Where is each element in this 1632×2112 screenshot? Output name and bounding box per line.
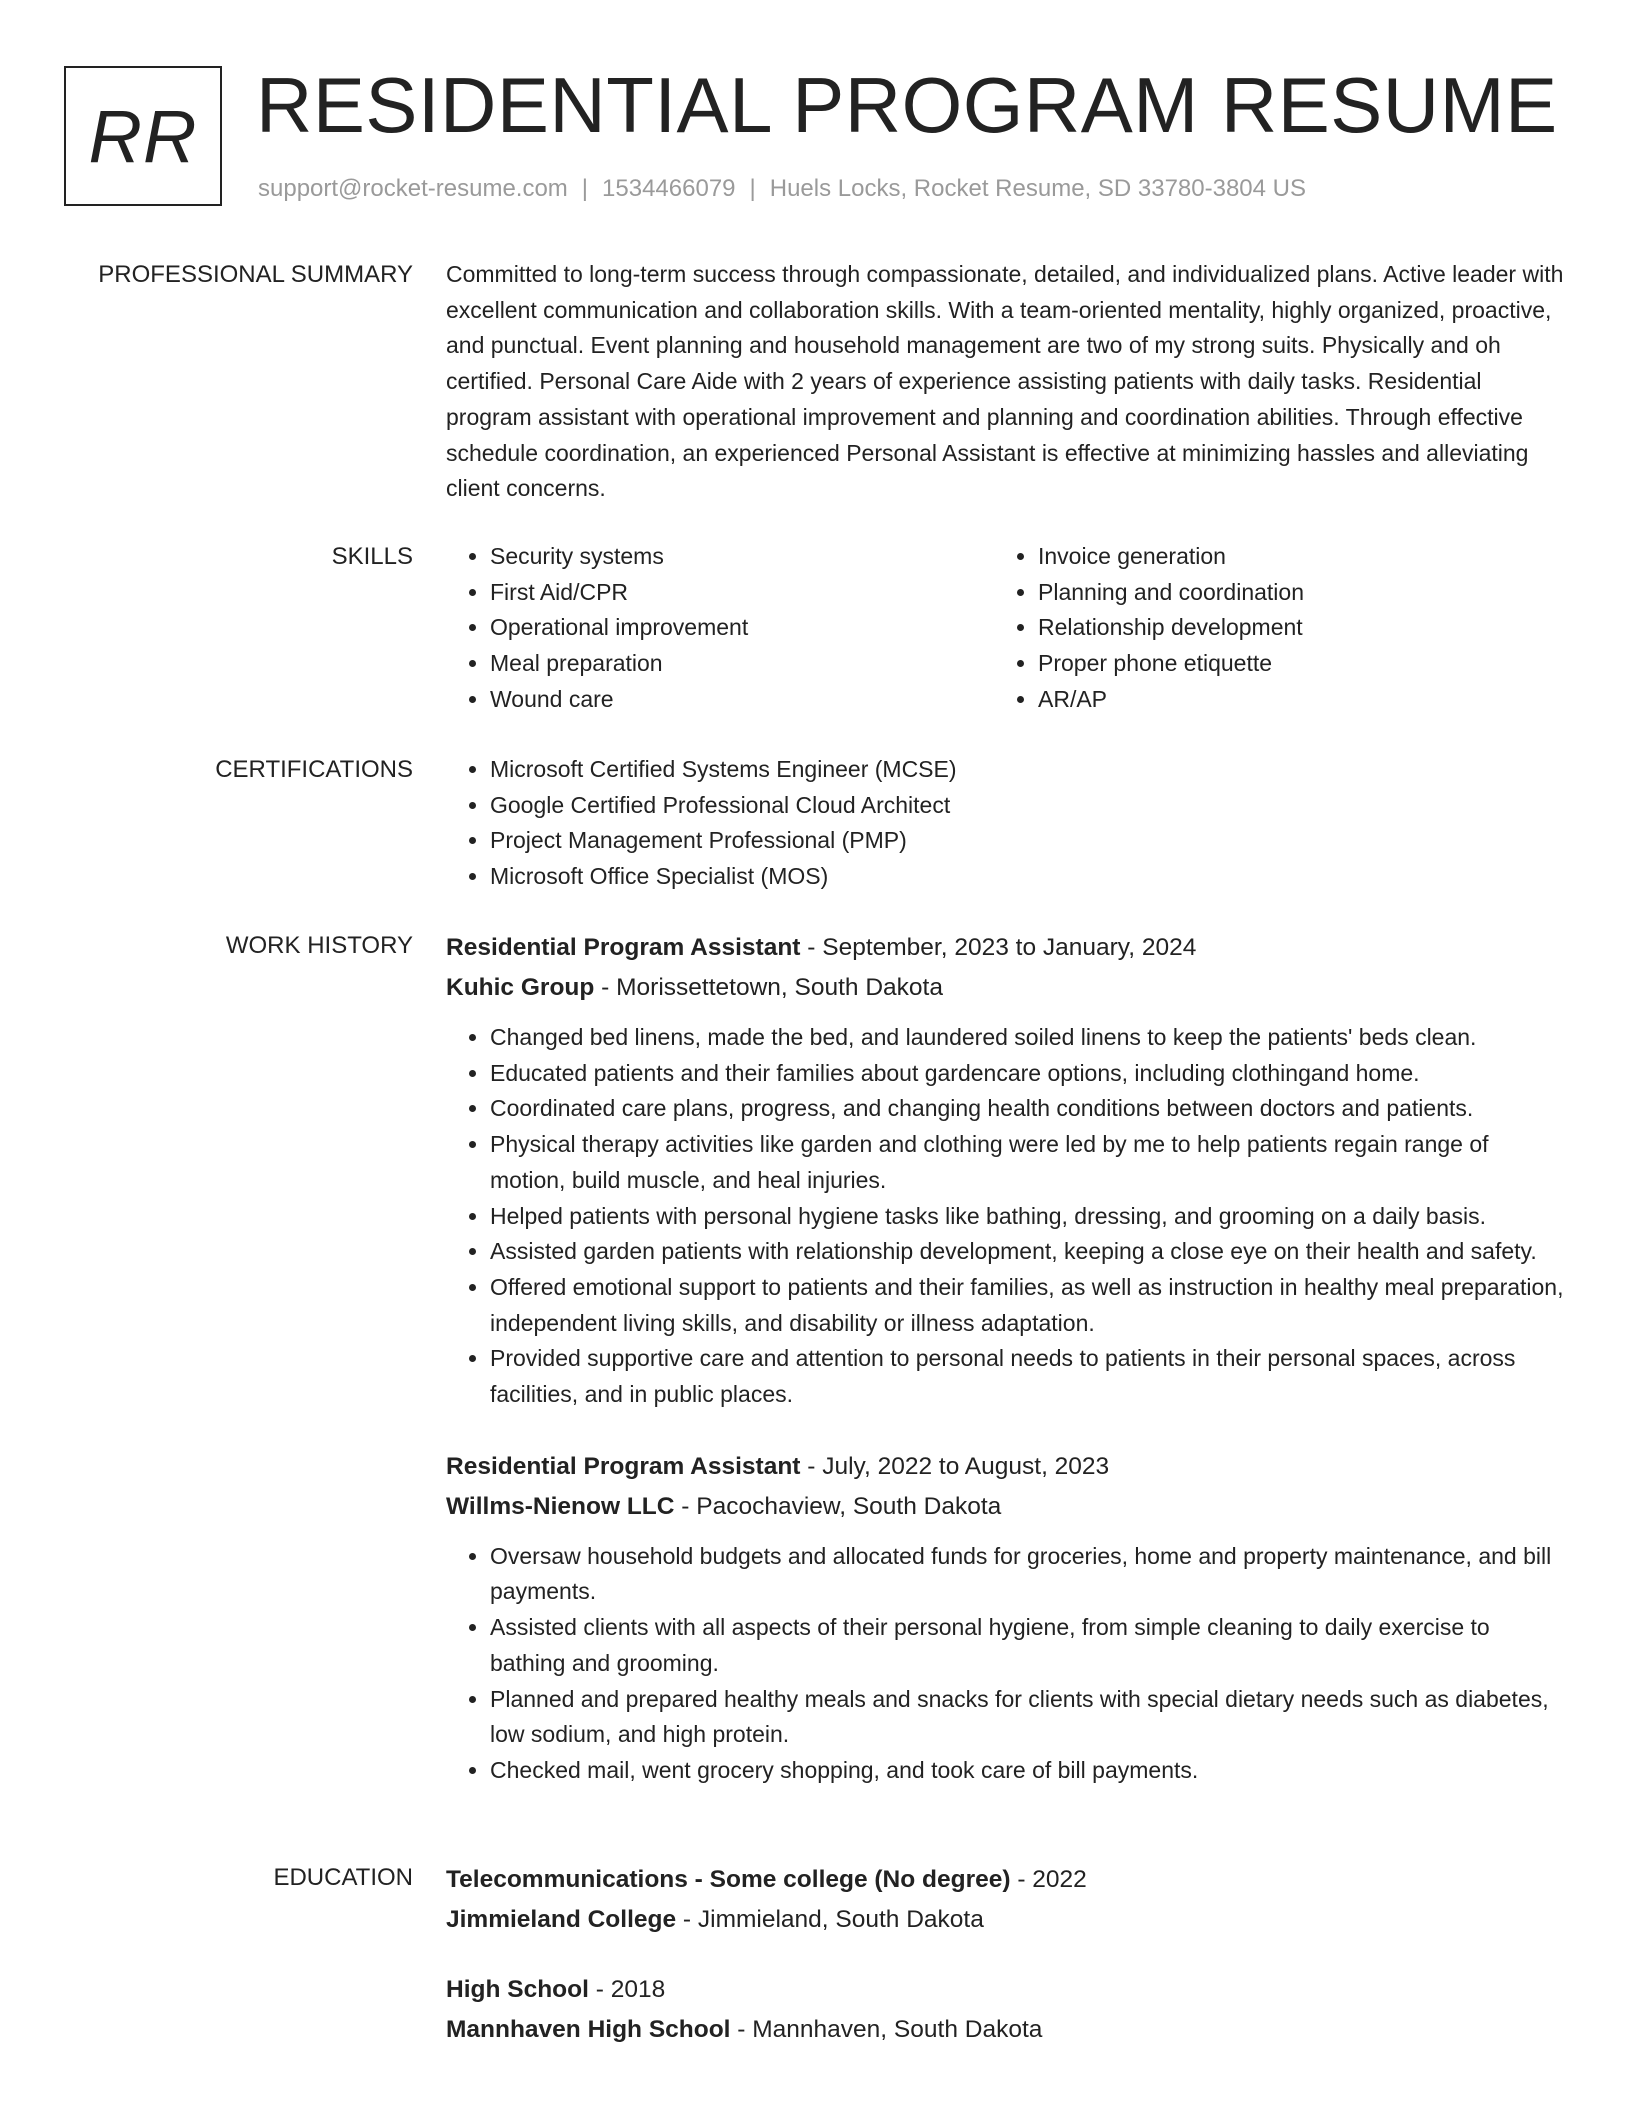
skills-list-left — [446, 539, 748, 718]
job-duty: • Offered emotional support to patients and their families, as well as instruction in healthy meal preparation, independent living skills, and disability or illness adaptation. — [490, 1270, 1566, 1341]
certification-item: • Google Certified Professional Cloud Architect — [490, 788, 1566, 824]
skill-item: • Invoice generation — [1038, 539, 1304, 575]
job-duty: • Coordinated care plans, progress, and changing health conditions between doctors and patients. — [490, 1091, 1566, 1127]
education-school: Jimmieland College — [446, 1906, 677, 1933]
education-degree-line — [446, 1860, 1566, 1900]
job-duty: • Changed bed linens, made the bed, and laundered soiled linens to keep the patients' beds clean. — [490, 1020, 1566, 1056]
contact-address: Huels Locks, Rocket Resume, SD 33780-3804 US — [769, 175, 1307, 202]
job-company-line — [446, 1487, 1566, 1527]
contact-separator: | — [749, 175, 756, 202]
section-label-skills: SKILLS — [331, 543, 413, 570]
summary-text: Committed to long-term success through compassionate, detailed, and individualized plans. Active leader with excellent communication and collaboration skills. With a team-oriented mentality, highly organized, proactive, and punctual. Event planning and household management are two of my strong suits. Physically and oh certified. Personal Care Aide with 2 years of experience assisting patients with daily tasks. Residential program assistant with operational improvement and planning and coordination abilities. Through effective schedule coordination, an experienced Personal Assistant is effective at minimizing hassles and alleviating client concerns. — [446, 261, 1564, 502]
section-label-education: EDUCATION — [273, 1864, 413, 1891]
job-duty: • Educated patients and their families about gardencare options, including clothingand home. — [490, 1056, 1566, 1092]
contact-separator: | — [581, 175, 589, 202]
job-title: Residential Program Assistant — [446, 934, 801, 961]
education-school: Mannhaven High School — [446, 2016, 731, 2043]
education-entry — [446, 1970, 1566, 2050]
education-location: - Mannhaven, South Dakota — [730, 2016, 1043, 2043]
section-label-certifications: CERTIFICATIONS — [215, 756, 413, 783]
skill-item: • Security systems — [490, 539, 748, 575]
education-year: - 2022 — [1010, 1866, 1087, 1893]
skill-item: • Meal preparation — [490, 646, 748, 682]
education-year: - 2018 — [588, 1976, 666, 2003]
job-duties-list — [446, 1020, 1566, 1413]
job-dates: - July, 2022 to August, 2023 — [800, 1452, 1110, 1480]
skill-item: • First Aid/CPR — [490, 575, 748, 611]
certification-item: • Microsoft Certified Systems Engineer (MCSE) — [490, 752, 1566, 788]
job-duty: • Assisted garden patients with relationship development, keeping a close eye on their health and safety. — [490, 1234, 1566, 1270]
job-location: - Pacochaview, South Dakota — [674, 1492, 1002, 1520]
job-entry — [446, 1447, 1566, 1789]
skill-item: • Wound care — [490, 682, 748, 718]
education-entry — [446, 1860, 1566, 1940]
job-dates: - September, 2023 to January, 2024 — [800, 934, 1197, 961]
certifications-list — [446, 752, 1566, 895]
education-school-line — [446, 1900, 1566, 1940]
job-company: Kuhic Group — [446, 974, 595, 1001]
monogram-logo: RR — [64, 66, 222, 206]
job-duty: • Checked mail, went grocery shopping, and took care of bill payments. — [490, 1753, 1566, 1789]
skill-item: • Planning and coordination — [1038, 575, 1304, 611]
job-duty: • Physical therapy activities like garden and clothing were led by me to help patients regain range of motion, build muscle, and heal injuries. — [490, 1127, 1566, 1198]
skills-list-right — [994, 539, 1304, 718]
job-duties-list — [446, 1539, 1566, 1789]
skill-item: • Proper phone etiquette — [1038, 646, 1304, 682]
education-location: - Jimmieland, South Dakota — [676, 1906, 984, 1933]
skill-item: • Relationship development — [1038, 610, 1304, 646]
job-company: Willms-Nienow LLC — [446, 1492, 675, 1520]
certification-item: • Microsoft Office Specialist (MOS) — [490, 859, 1566, 895]
skill-item: • Operational improvement — [490, 610, 748, 646]
job-duty: • Provided supportive care and attention to personal needs to patients in their personal spaces, across facilities, and in public places. — [490, 1341, 1566, 1412]
resume-title: RESIDENTIAL PROGRAM RESUME — [256, 61, 1558, 149]
contact-phone[interactable]: 1534466079 — [602, 175, 736, 202]
job-duty: • Assisted clients with all aspects of their personal hygiene, from simple cleaning to daily exercise to bathing and grooming. — [490, 1610, 1566, 1681]
job-duty: • Helped patients with personal hygiene tasks like bathing, dressing, and grooming on a daily basis. — [490, 1199, 1566, 1235]
section-label-summary: PROFESSIONAL SUMMARY — [98, 261, 413, 288]
education-degree: High School — [446, 1976, 589, 2003]
skill-item: • AR/AP — [1038, 682, 1304, 718]
job-title-line — [446, 928, 1566, 968]
education-degree: Telecommunications - Some college (No degree) — [446, 1866, 1011, 1893]
section-label-work-history: WORK HISTORY — [225, 932, 413, 959]
job-title-line — [446, 1447, 1566, 1487]
job-location: - Morissettetown, South Dakota — [594, 974, 943, 1001]
job-duty: • Oversaw household budgets and allocated funds for groceries, home and property maintenance, and bill payments. — [490, 1539, 1566, 1610]
contact-email[interactable]: support@rocket-resume.com — [258, 175, 568, 202]
education-school-line — [446, 2010, 1566, 2050]
contact-line — [258, 174, 1306, 204]
education-degree-line — [446, 1970, 1566, 2010]
job-duty: • Planned and prepared healthy meals and snacks for clients with special dietary needs such as diabetes, low sodium, and high protein. — [490, 1682, 1566, 1753]
job-company-line — [446, 968, 1566, 1008]
job-entry — [446, 928, 1566, 1413]
certification-item: • Project Management Professional (PMP) — [490, 823, 1566, 859]
job-title: Residential Program Assistant — [446, 1452, 801, 1480]
